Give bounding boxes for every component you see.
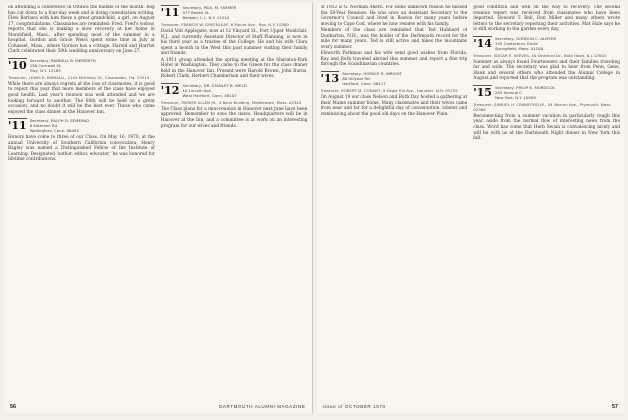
class-year: '13 [320,72,340,86]
class-heading-1911 [8,118,155,133]
class-year: '11 [8,119,27,133]
page-footer-right [323,404,619,410]
class-notes-paragraph: Summer as always found Fourteeners and their families traveling far and wide. The secretary was glad to hear from Penn, Gene, Hank and several others who attended the Alumni College in August and reported that the program was outstanding. [473,59,620,82]
secretary-address: Secretary, PAUL M. FARMER 577 Bedell St. Baldwin, L.I., N.Y. 11510 [182,5,237,20]
footer-title: DARTMOUTH ALUMNI MAGAZINE [219,404,306,409]
class-notes-paragraph: good condition and well on the way to recovery. The second reunion report was received from classmates who have been departed. Howard T. Bell, Don Miller and many others wrote letters to the secretary reporting their activities. Mat Hale says he is still working in the garden every day. [473,5,620,33]
class-notes-paragraph: of 1912 is G. Norman Ahern. For some unknown reason he missed the 58-Year Reunion. He was once an Assistant Secretary to the Governor's Council and lived in Boston for many years before moving to Cape Cod, where he now resides with his family. [320,5,468,27]
class-notes-paragraph: Honors have come to three of our Class. On May 16, 1970, at the annual University of Southern California convocation, Henry Bagley was named a Distinguished Fellow of the Institute of Learning. Designated 'author, editor, educator,' he was honored for lifetime contributions. [8,135,155,163]
footer-title: Issue of OCTOBER 1970 [322,404,386,409]
class-heading-1911b [161,5,308,20]
class-heading-1915 [473,85,620,100]
class-notes-paragraph: Members of the class are reminded that Ted Hubbard of Dunbarton, N.H., was the holder of the Dartmouth record for the mile for many years. Ted is still active and hikes the mountains every summer. [320,28,468,50]
left-page [4,3,313,413]
treasurer-line: Treasurer, ROBERT M. CONANT, 9 Eagle Hill Ave., Hanover, N.H. 03755 [320,88,458,94]
class-notes-paragraph: David Volt Applegate, now at 12 Vinyard St., Fort Upper Montclair, N.J., and currently Assistant Director of Staff Planning, is now in his third year as a trustee of the College. He and his wife Clara spent a month in the West this past summer visiting their family and friends. [160,29,308,57]
column-2 [161,5,308,399]
page-footer-left [10,404,306,410]
class-year: '15 [473,85,492,99]
class-notes-paragraph: Reconnecting from a summer vacation in particularly rough this year, aside from the normal flow of interesting news from the class. Word has come that Herb Swain is convalescing nicely and will be with us at the Dartmouth Night dinner in New York this fall. [473,113,620,142]
secretary-address: Secretary, PHILIP K. MURDOCK 245 Avenue C New York, N.Y. 10009 [494,84,555,100]
class-notes-paragraph: On August 19 our class Nelson and Ruth Day hosted a gathering at their Maine summer home. Many classmates and their wives came from near and far for a delightful day of conversation, lobster and reminiscing about the good old days on the Hanover Plain. [320,95,468,117]
secretary-address: Secretary, GORDON C. ALMYER 145 Canterbury Circle Springfield, Mass. 01108 [494,35,557,51]
page-number: 57 [611,404,618,410]
column-3 [321,5,468,399]
class-year: '12 [160,83,180,97]
class-heading-1910 [8,58,155,73]
column-4 [473,5,620,399]
class-heading-1913 [321,71,468,86]
treasurer-line: Treasurer, EDGAR E. KEEVES, 40 Stratford Dr., Bald Head, N.J. 07843 [473,52,607,58]
page-number: 56 [10,404,17,410]
column-1 [8,5,155,399]
class-notes-paragraph: on attending a conference in Ottawa the middle of the month. Reg has cut down to a four-day week and is doing consultation writing. Flew Barbara with him there a great grandchild, a girl, on August 17, congratulations. Classmates are reminded: Fred, Fred's widow, reports that she is making a slow recovery at her home in Marshfield, Mass., after spending most of the summer in a hospital. Gordon and Grace Weiss spent some time in July at Cohasset, Mass., where Gordon has a cottage. Harold and Harriet Clark celebrated their 50th wedding anniversary on June 27. [8,5,155,55]
treasurer-line: Treasurer, FRANCIS W. GREENLEAF, 6 Mount Ave., Rye, N.Y. 10580 [160,22,289,27]
secretary-address: Secretary, HORACE R. WRIGHT 88 Hillyear Rd. Hartford, Conn. 06117 [342,71,402,87]
class-heading-1912 [161,83,308,98]
class-notes-paragraph: The Class plans for a mini-reunion in Hanover next June have been approved. Remember to save the dates. Headquarters will be in Hanover at the Inn, and a committee is at work on an interesting program for our wives and friends. [160,106,308,129]
class-notes-paragraph: A 1911 group attended the spring meeting at the Sheraton-Park Hotel in Washington. They came to the Green for the class dinner held in the Hanover Inn. Present were Harold Brown, John Burns, Robert Clark, Herbert Chamberlain and their wives. [160,57,308,80]
secretary-address: Secretary, DR. STANLEY B. WELD 10 Lincoln Ave. West Hartford, Conn. 06107 [182,82,247,98]
class-year: '14 [473,36,492,50]
class-year: '11 [160,6,180,19]
class-year: '10 [8,58,27,72]
treasurer-line: Treasurer, PARKER ALLEN JR., 4 Bank Building, Middletown, Mass. 02344 [160,99,302,105]
secretary-address: Secretary, RANDALL B. MEREDITH 156 Cornwall St. Troy, N.Y. 12183 [29,57,96,73]
class-notes-paragraph: Elsworth Parkman and his wife send good wishes from Florida. Ray and Ruth traveled abroad this summer and report a fine trip through the Scandinavian countries. [320,51,468,68]
secretary-address: Secretary, RALPH D. SEMERAD 8 Kathleen Rd. Wallingford, Conn. 06492 [29,118,90,134]
right-page [317,3,625,413]
class-heading-1914 [473,36,620,51]
treasurer-line: Treasurer, LEWIS R. RANDALL, 2144 McKinley St., Clearwater, Fla. 33515 [8,74,150,80]
treasurer-line: Treasurer, SAMUEL H. CRAWFORD JR., 54 Warren Ave., Plymouth, Mass. 02360 [473,101,612,112]
class-notes-paragraph: While there are always regrets at the loss of classmates, it is good to report this year that more members of the class have enjoyed good health. Last year's reunion was well attended and we are looking forward to another. The 60th will be held on a great occasion, and no doubt it will be the best ever. Those who came enjoyed the class dinner at the Hanover Inn. [8,81,155,115]
